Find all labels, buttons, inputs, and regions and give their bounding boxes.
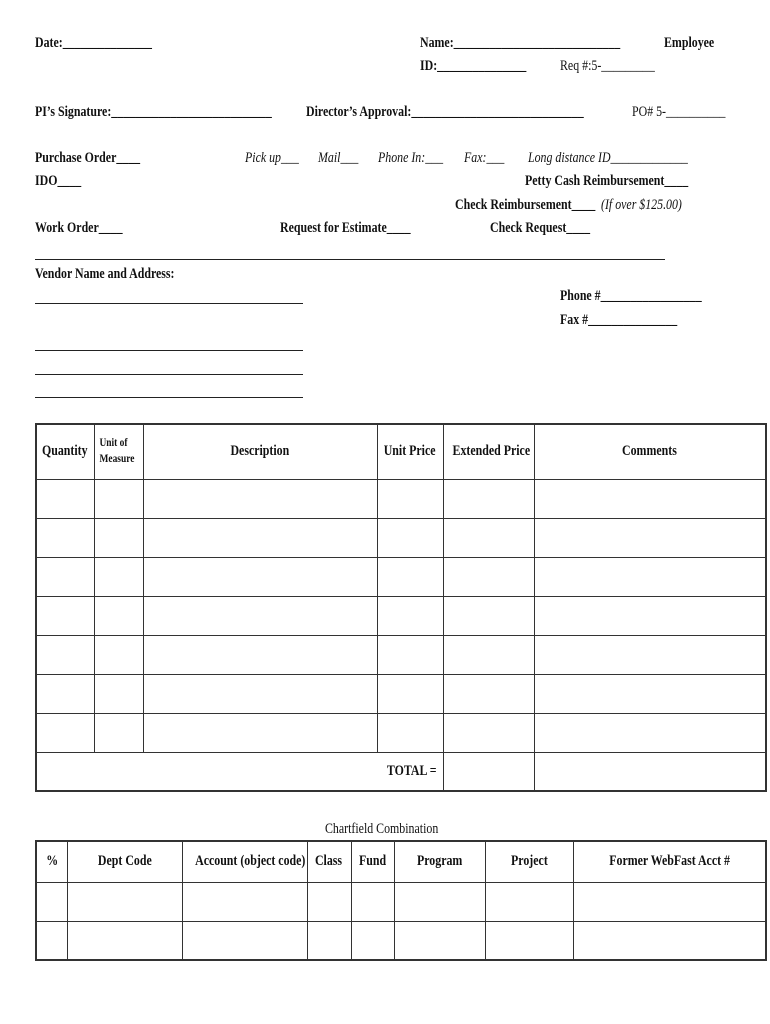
vendor-address-line[interactable] [35, 350, 303, 351]
vendor-address-line[interactable] [35, 374, 303, 375]
unit-price-cell[interactable] [377, 635, 443, 674]
unit-price-cell[interactable] [377, 596, 443, 635]
table-row [36, 635, 766, 674]
col-description: Description [143, 424, 377, 479]
phone-in-option[interactable]: Phone In:___ [378, 150, 444, 166]
check-request-option[interactable]: Check Request____ [490, 220, 591, 236]
percent-cell[interactable] [36, 882, 67, 921]
comments-cell[interactable] [534, 557, 766, 596]
quantity-cell[interactable] [36, 635, 94, 674]
description-cell[interactable] [143, 479, 377, 518]
unit-cell[interactable] [94, 518, 143, 557]
name-field[interactable]: Name:____________________________ [420, 35, 621, 51]
project-cell[interactable] [485, 921, 573, 960]
unit-cell[interactable] [94, 713, 143, 752]
comments-cell[interactable] [534, 518, 766, 557]
percent-cell[interactable] [36, 921, 67, 960]
project-cell[interactable] [485, 882, 573, 921]
table-row [36, 596, 766, 635]
table-row [36, 713, 766, 752]
unit-price-cell[interactable] [377, 713, 443, 752]
col-extended-price: Extended Price [443, 424, 534, 479]
unit-price-cell[interactable] [377, 479, 443, 518]
comments-cell[interactable] [534, 635, 766, 674]
items-header-row [36, 424, 766, 479]
employee-id-field[interactable]: ID:_______________ [420, 58, 527, 74]
col-program: Program [394, 841, 485, 882]
long-distance-id-field[interactable]: Long distance ID_____________ [528, 150, 688, 166]
pi-signature-field[interactable]: PI’s Signature:___________________________ [35, 104, 272, 120]
account-cell[interactable] [182, 921, 307, 960]
vendor-phone-field[interactable]: Phone #_________________ [560, 288, 702, 304]
col-class: Class [307, 841, 351, 882]
work-order-option[interactable]: Work Order____ [35, 220, 123, 236]
table-row [36, 921, 766, 960]
program-cell[interactable] [394, 882, 485, 921]
unit-price-cell[interactable] [377, 674, 443, 713]
items-table [35, 423, 767, 792]
table-row [36, 479, 766, 518]
col-percent: % [36, 841, 67, 882]
request-for-estimate-option[interactable]: Request for Estimate____ [280, 220, 411, 236]
quantity-cell[interactable] [36, 596, 94, 635]
fax-option[interactable]: Fax:___ [464, 150, 505, 166]
description-cell[interactable] [143, 596, 377, 635]
director-approval-field[interactable]: Director’s Approval:_____________________________ [306, 104, 584, 120]
comments-cell[interactable] [534, 479, 766, 518]
comments-cell[interactable] [534, 674, 766, 713]
col-quantity: Quantity [36, 424, 94, 479]
col-project: Project [485, 841, 573, 882]
mail-option[interactable]: Mail___ [318, 150, 359, 166]
unit-cell[interactable] [94, 596, 143, 635]
quantity-cell[interactable] [36, 557, 94, 596]
section-divider [35, 259, 665, 260]
fund-cell[interactable] [351, 921, 394, 960]
col-unit-of-measure: Unit of Measure [94, 424, 143, 479]
unit-price-cell[interactable] [377, 557, 443, 596]
quantity-cell[interactable] [36, 713, 94, 752]
total-value-cell[interactable] [443, 752, 534, 791]
description-cell[interactable] [143, 518, 377, 557]
check-reimbursement-option[interactable]: Check Reimbursement____ [455, 197, 596, 213]
col-comments: Comments [534, 424, 766, 479]
description-cell[interactable] [143, 713, 377, 752]
unit-cell[interactable] [94, 557, 143, 596]
extended-price-cell[interactable] [443, 596, 534, 635]
account-cell[interactable] [182, 882, 307, 921]
col-fund: Fund [351, 841, 394, 882]
description-cell[interactable] [143, 674, 377, 713]
comments-cell[interactable] [534, 596, 766, 635]
dept-code-cell[interactable] [67, 882, 182, 921]
employee-label: Employee [664, 35, 715, 51]
check-reimbursement-note: (If over $125.00) [601, 197, 682, 213]
ido-option[interactable]: IDO____ [35, 173, 82, 189]
chartfield-table [35, 840, 767, 961]
extended-price-cell[interactable] [443, 674, 534, 713]
table-row [36, 674, 766, 713]
col-unit-price: Unit Price [377, 424, 443, 479]
extended-price-cell[interactable] [443, 518, 534, 557]
petty-cash-option[interactable]: Petty Cash Reimbursement____ [525, 173, 689, 189]
quantity-cell[interactable] [36, 674, 94, 713]
extended-price-cell[interactable] [443, 557, 534, 596]
chartfield-title: Chartfield Combination [325, 821, 439, 837]
description-cell[interactable] [143, 557, 377, 596]
quantity-cell[interactable] [36, 479, 94, 518]
date-field[interactable]: Date:_______________ [35, 35, 152, 51]
col-account: Account (object code) [182, 841, 307, 882]
extended-price-cell[interactable] [443, 713, 534, 752]
table-row [36, 518, 766, 557]
quantity-cell[interactable] [36, 518, 94, 557]
unit-cell[interactable] [94, 635, 143, 674]
vendor-address-line[interactable] [35, 397, 303, 398]
unit-cell[interactable] [94, 674, 143, 713]
former-acct-cell[interactable] [573, 921, 766, 960]
col-former-webfast-acct: Former WebFast Acct # [573, 841, 766, 882]
pickup-option[interactable]: Pick up___ [245, 150, 299, 166]
fund-cell[interactable] [351, 882, 394, 921]
vendor-fax-field[interactable]: Fax #_______________ [560, 312, 678, 328]
total-row [36, 752, 766, 791]
comments-cell[interactable] [534, 713, 766, 752]
vendor-label: Vendor Name and Address: [35, 266, 175, 282]
extended-price-cell[interactable] [443, 479, 534, 518]
col-dept-code: Dept Code [67, 841, 182, 882]
chartfield-header-row [36, 841, 766, 882]
req-number-field[interactable]: Req #:5-_________ [560, 58, 655, 74]
table-row [36, 882, 766, 921]
dept-code-cell[interactable] [67, 921, 182, 960]
class-cell[interactable] [307, 882, 351, 921]
unit-cell[interactable] [94, 479, 143, 518]
vendor-address-line[interactable] [35, 303, 303, 304]
po-number-field[interactable]: PO# 5-__________ [632, 104, 726, 120]
former-acct-cell[interactable] [573, 882, 766, 921]
table-row [36, 557, 766, 596]
purchase-order-option[interactable]: Purchase Order____ [35, 150, 141, 166]
unit-price-cell[interactable] [377, 518, 443, 557]
extended-price-cell[interactable] [443, 635, 534, 674]
total-comments-cell[interactable] [534, 752, 766, 791]
total-label: TOTAL = [36, 752, 443, 791]
program-cell[interactable] [394, 921, 485, 960]
description-cell[interactable] [143, 635, 377, 674]
class-cell[interactable] [307, 921, 351, 960]
